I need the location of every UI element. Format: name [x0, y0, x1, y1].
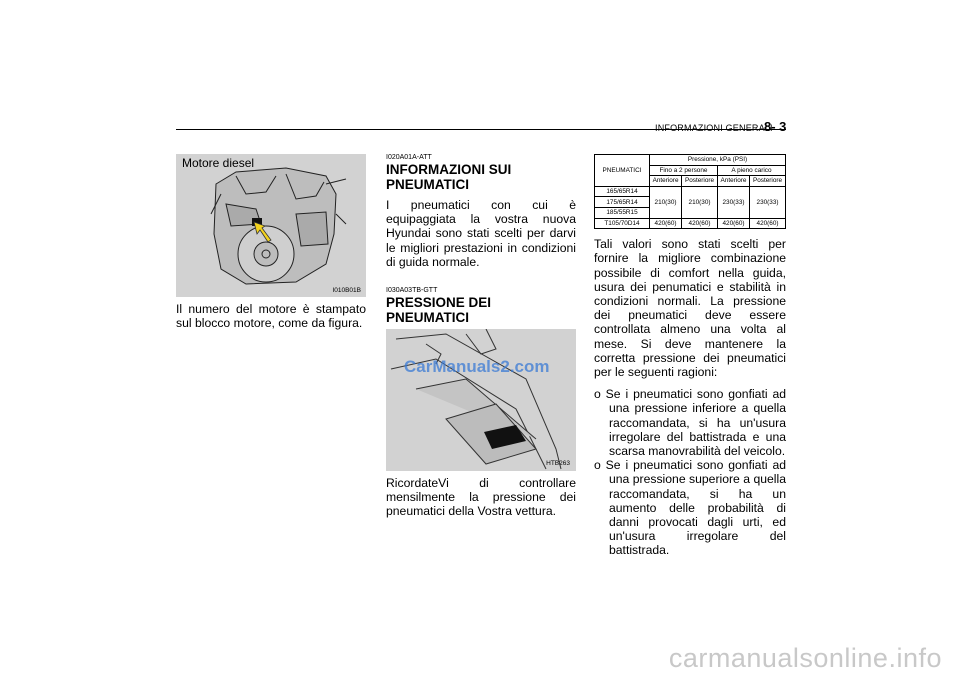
- engine-figure: [176, 154, 366, 297]
- value-full-front: 230(33): [717, 186, 749, 218]
- tyre-size: 185/55R15: [595, 207, 650, 218]
- section-title-tyre-info: INFORMAZIONI SUI PNEUMATICI: [386, 162, 512, 192]
- value-normal-rear: 210(30): [682, 186, 718, 218]
- column-engine: [176, 154, 366, 330]
- figure-code: I010B01B: [332, 287, 361, 294]
- pressure-reasons-list: [594, 387, 786, 557]
- engine-number-text: Il numero del motore è stampato sul blocco motore, come da figura.: [176, 302, 366, 331]
- list-item: o Se i pneumatici sono gonfiati ad una pressione superiore a quella raccomandata, si ha un aumento delle probabilità di danni provocati dagli urti, ed un'usura irregolare del battistrada.: [594, 458, 786, 558]
- header-front: Anteriore: [650, 176, 682, 187]
- tyre-size: 165/65R14: [595, 186, 650, 197]
- header-tyres: PNEUMATICI: [595, 155, 650, 187]
- header-group-full: A pieno carico: [717, 165, 785, 176]
- page-number: 8- 3: [764, 119, 787, 134]
- glovebox-illustration: [386, 329, 576, 471]
- header-group-normal: Fino a 2 persone: [650, 165, 718, 176]
- section-code: I030A03TB-GTT: [386, 287, 438, 295]
- spare-value: 420(60): [717, 218, 749, 229]
- spare-value: 420(60): [650, 218, 682, 229]
- footer-watermark: carmanualsonline.info: [668, 643, 942, 673]
- figure-title: Motore diesel: [182, 156, 255, 170]
- tyre-pressure-text: RicordateVi di controllare mensilmente la pressione dei pneumatici della Vostra vettura.: [386, 476, 576, 519]
- tyre-info-text: I pneumatici con cui è equipaggiata la vostra nuova Hyundai sono stati scelti per darvi le migliori prestazioni in condizioni di guida normale.: [386, 198, 576, 269]
- pressure-reasons-text: Tali valori sono stati scelti per fornire la migliore combinazione possibile di comfort nella guida, usura dei penumatici e stabilità in condizioni normali. La pressione dei pneumatici deve essere controllata almeno una volta al mese. Si deve mantenere la corretta pressione dei pneumatici per le seguenti ragioni:: [594, 237, 786, 379]
- section-header: INFORMAZIONI GENERALI: [655, 123, 773, 133]
- value-full-rear: 230(33): [750, 186, 786, 218]
- header-pressure: Pressione, kPa (PSI): [650, 155, 786, 166]
- section-code: I020A01A-ATT: [386, 154, 432, 161]
- header-rear: Posteriore: [750, 176, 786, 187]
- engine-illustration: [176, 154, 366, 297]
- tyre-pressure-table: [594, 154, 786, 229]
- section-title-tyre-pressure: PRESSIONE DEI PNEUMATICI: [386, 295, 492, 326]
- header-front: Anteriore: [717, 176, 749, 187]
- header-rear: Posteriore: [682, 176, 718, 187]
- tyre-size: 175/65R14: [595, 197, 650, 208]
- tyre-pressure-figure: [386, 329, 576, 471]
- spare-value: 420(60): [682, 218, 718, 229]
- spare-value: 420(60): [750, 218, 786, 229]
- watermark-carmanuals: CarManuals2.com: [404, 357, 550, 377]
- column-pressure-table: [594, 154, 786, 558]
- value-normal-front: 210(30): [650, 186, 682, 218]
- tyre-size-spare: T105/70D14: [595, 218, 650, 229]
- list-item: o Se i pneumatici sono gonfiati ad una pressione inferiore a quella raccomandata, si ha un'usura irregolare del battistrada e una scarsa manovrabilità del veicolo.: [594, 387, 786, 458]
- column-tyres: [386, 154, 576, 519]
- figure-code: HTB263: [546, 460, 570, 468]
